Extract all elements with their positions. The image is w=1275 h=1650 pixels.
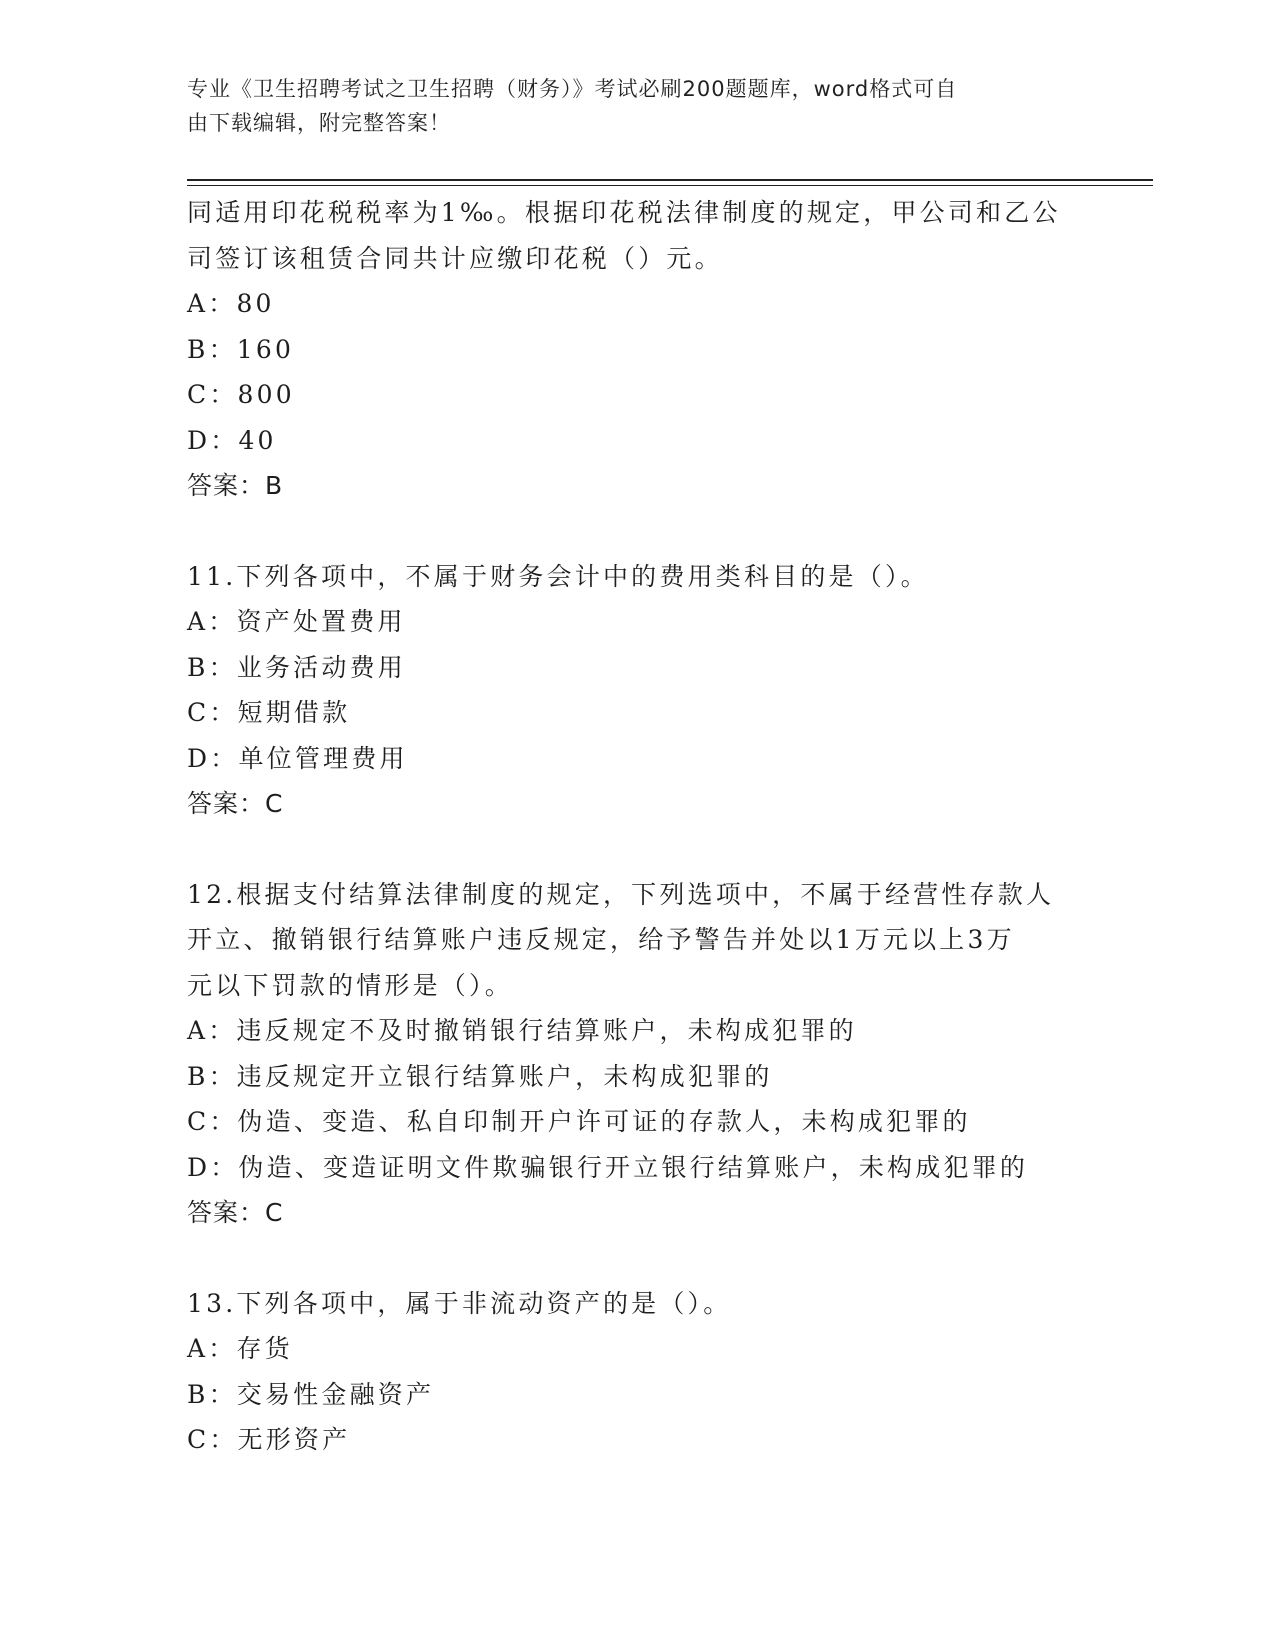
option-b: B：交易性金融资产 xyxy=(187,1379,435,1409)
question-text-line: 开立、撤销银行结算账户违反规定，给予警告并处以1万元以上3万 xyxy=(187,925,1015,954)
option-b: B：160 xyxy=(187,334,295,364)
header-divider-thick xyxy=(187,179,1153,181)
option-d: D：40 xyxy=(187,425,277,455)
question-continued xyxy=(187,190,1087,509)
spacer xyxy=(187,1236,1087,1281)
question-12 xyxy=(187,872,1087,1236)
question-text-line: 13.下列各项中，属于非流动资产的是（）。 xyxy=(187,1288,732,1318)
header-title-line-2: 由下载编辑，附完整答案！ xyxy=(187,111,451,135)
question-content xyxy=(187,190,1087,1463)
header-divider-thin xyxy=(187,185,1153,186)
option-c: C：800 xyxy=(187,380,295,409)
option-a: A：违反规定不及时撤销银行结算账户，未构成犯罪的 xyxy=(187,1016,857,1045)
option-d: D：单位管理费用 xyxy=(187,743,408,773)
option-d: D：伪造、变造证明文件欺骗银行开立银行结算账户，未构成犯罪的 xyxy=(187,1152,1029,1182)
question-text-line: 司签订该租赁合同共计应缴印花税（）元。 xyxy=(187,243,723,273)
question-13 xyxy=(187,1281,1087,1463)
option-a: A：资产处置费用 xyxy=(187,607,406,636)
question-text-line: 同适用印花税税率为1‰。根据印花税法律制度的规定，甲公司和乙公 xyxy=(187,198,1061,227)
option-c: C：短期借款 xyxy=(187,698,351,727)
option-c: C：无形资产 xyxy=(187,1425,351,1454)
answer-text: 答案：B xyxy=(187,471,284,500)
option-c: C：伪造、变造、私自印制开户许可证的存款人，未构成犯罪的 xyxy=(187,1107,971,1136)
option-a: A：存货 xyxy=(187,1334,293,1363)
answer-text: 答案：C xyxy=(187,789,284,818)
question-text-line: 11.下列各项中，不属于财务会计中的费用类科目的是（）。 xyxy=(187,561,929,591)
option-b: B：业务活动费用 xyxy=(187,652,406,682)
document-header xyxy=(187,72,1067,140)
option-a: A：80 xyxy=(187,289,275,318)
header-title-line-1: 专业《卫生招聘考试之卫生招聘（财务）》考试必刷200题题库，word格式可自 xyxy=(187,77,958,101)
question-11 xyxy=(187,554,1087,827)
option-b: B：违反规定开立银行结算账户，未构成犯罪的 xyxy=(187,1061,773,1091)
answer-text: 答案：C xyxy=(187,1198,284,1227)
spacer xyxy=(187,827,1087,872)
spacer xyxy=(187,509,1087,554)
question-text-line: 元以下罚款的情形是（）。 xyxy=(187,970,513,1000)
question-text-line: 12.根据支付结算法律制度的规定，下列选项中，不属于经营性存款人 xyxy=(187,879,1055,909)
